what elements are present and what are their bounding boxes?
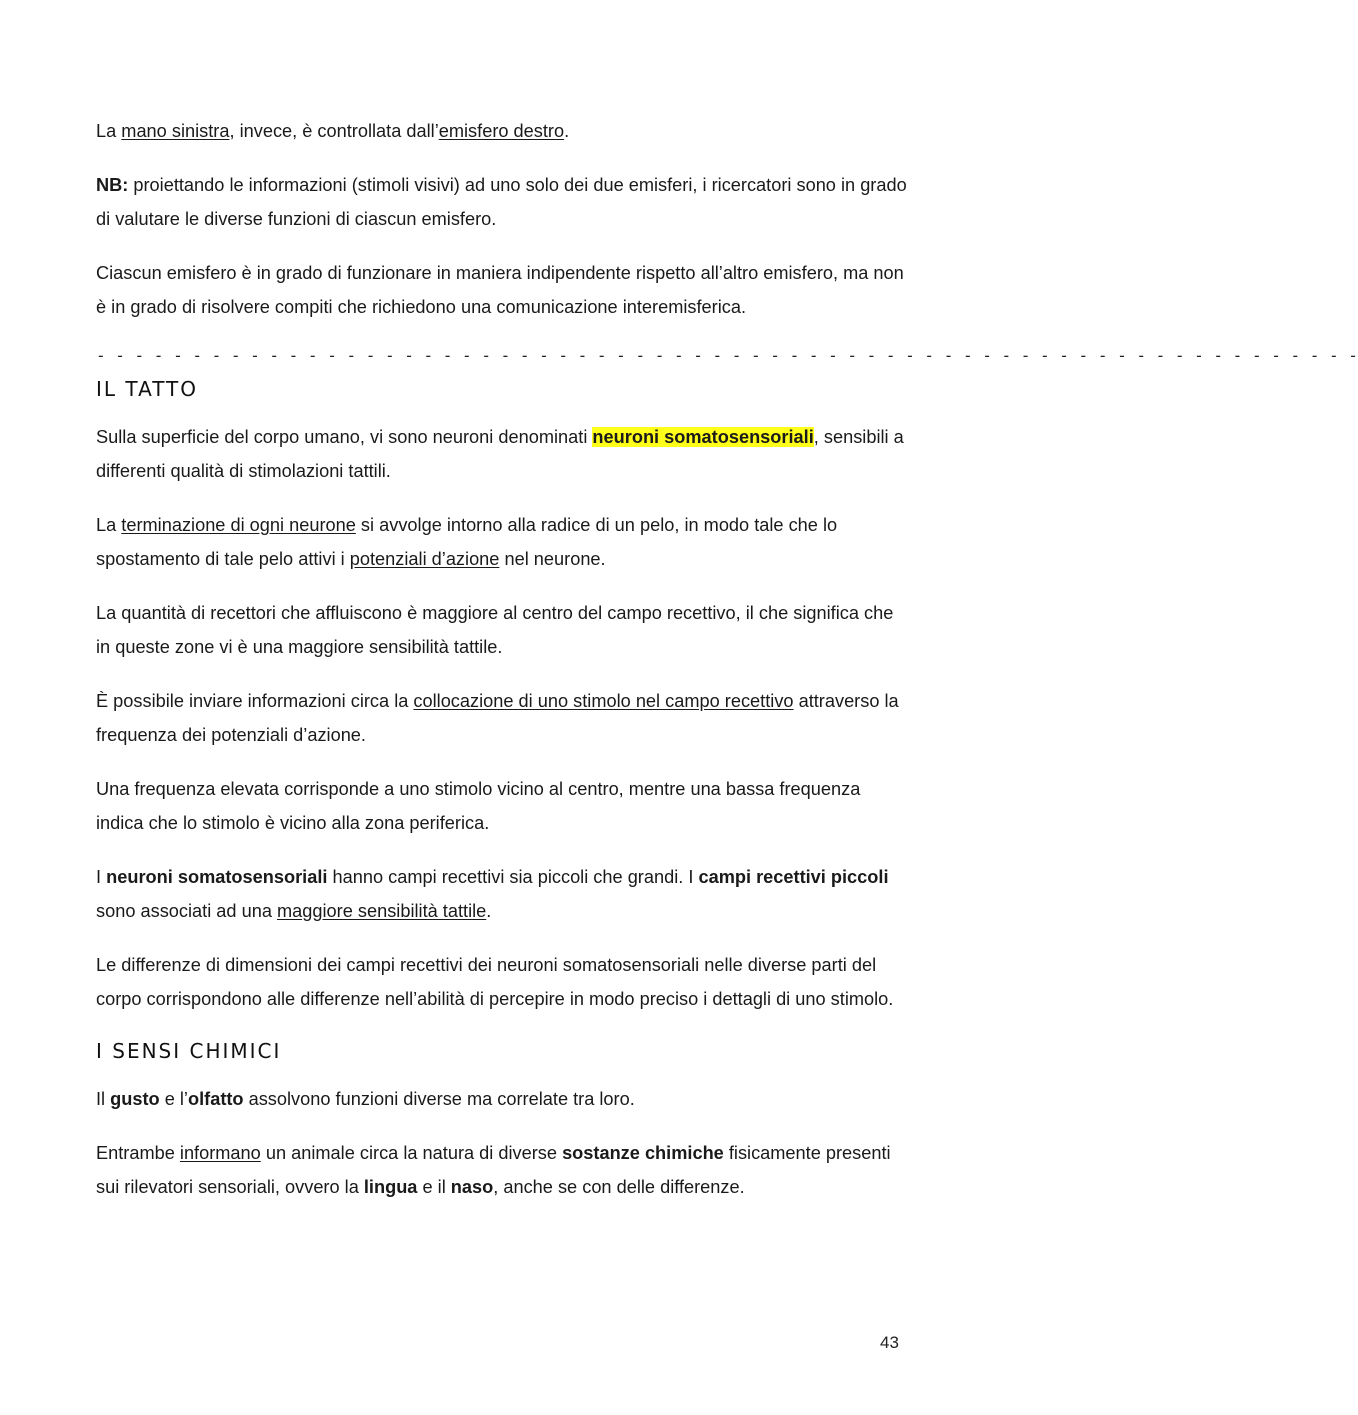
text: La: [96, 515, 122, 535]
text: e l’: [159, 1089, 188, 1109]
underlined-text: maggiore sensibilità tattile: [277, 901, 487, 921]
text: attraverso la frequenza dei potenziali d’azione.: [96, 691, 899, 745]
text: nel neurone.: [499, 549, 606, 569]
underlined-text: terminazione di ogni neurone: [121, 515, 356, 535]
bold-text: neuroni somatosensoriali: [106, 867, 328, 887]
page-number: 43: [880, 1333, 899, 1352]
text: assolvono funzioni diverse ma correlate tra loro.: [243, 1089, 635, 1109]
document-body: [96, 114, 1358, 1224]
paragraph-receptive-fields: [96, 860, 910, 928]
paragraph-chemical-substances: [96, 1136, 910, 1204]
bold-text: olfatto: [187, 1089, 244, 1109]
text: I: [96, 867, 107, 887]
underlined-text: potenziali d’azione: [349, 549, 500, 569]
bold-text: sostanze chimiche: [562, 1143, 724, 1163]
text: La: [96, 121, 122, 141]
paragraph-receptors: [96, 596, 910, 664]
text: È possibile inviare informazioni circa la: [96, 691, 414, 711]
paragraph-field-differences: [96, 948, 910, 1016]
text: Entrambe: [96, 1143, 180, 1163]
paragraph-frequency: [96, 772, 910, 840]
heading-sensi-chimici: I SENSI CHIMICI: [96, 1039, 282, 1063]
paragraph-somatosensory: [96, 420, 910, 488]
text: hanno campi recettivi sia piccoli che grandi. I: [327, 867, 699, 887]
text: Ciascun emisfero è in grado di funzionare in maniera indipendente rispetto all’altro emisfero, ma non è in grado di risolvere compiti che richiedono una comunicazione interemisferica.: [96, 263, 904, 317]
text: .: [486, 901, 492, 921]
bold-text: campi recettivi piccoli: [698, 867, 889, 887]
text: .: [564, 121, 570, 141]
paragraph-hemispheres: [96, 256, 910, 324]
text: , anche se con delle differenze.: [493, 1177, 745, 1197]
text: un animale circa la natura di diverse: [260, 1143, 563, 1163]
text: , invece, è controllata dall’: [229, 121, 439, 141]
underlined-text: collocazione di uno stimolo nel campo recettivo: [413, 691, 794, 711]
text: Sulla superficie del corpo umano, vi sono neuroni denominati: [96, 427, 593, 447]
paragraph-neuron-termination: [96, 508, 910, 576]
text: Le differenze di dimensioni dei campi recettivi dei neuroni somatosensoriali nelle diverse parti del corpo corrispondono alle differenze nell’abilità di percepire in modo preciso i dettagli di uno stimolo.: [96, 955, 894, 1009]
underlined-text: emisfero destro: [438, 121, 565, 141]
paragraph-nb: [96, 168, 910, 236]
text: La quantità di recettori che affluiscono è maggiore al centro del campo recettivo, il che significa che in queste zone vi è una maggiore sensibilità tattile.: [96, 603, 894, 657]
text: proiettando le informazioni (stimoli visivi) ad uno solo dei due emisferi, i ricercatori sono in grado di valutare le diverse funzioni di ciascun emisfero.: [96, 175, 907, 229]
heading-il-tatto: IL TATTO: [96, 377, 199, 401]
bold-text: gusto: [110, 1089, 160, 1109]
bold-text: NB:: [96, 175, 129, 195]
text: e il: [417, 1177, 451, 1197]
underlined-text: informano: [179, 1143, 261, 1163]
text: Il: [96, 1089, 111, 1109]
text: Una frequenza elevata corrisponde a uno stimolo vicino al centro, mentre una bassa frequenza indica che lo stimolo è vicino alla zona periferica.: [96, 779, 861, 833]
paragraph-left-hand: [96, 114, 910, 148]
paragraph-taste-smell: [96, 1082, 910, 1116]
paragraph-stimulus-location: [96, 684, 910, 752]
text: fisicamente presenti sui rilevatori sensoriali, ovvero la: [96, 1143, 891, 1197]
text: sono associati ad una: [96, 901, 277, 921]
underlined-text: mano sinistra: [121, 121, 230, 141]
section-divider: - - - - - - - - - - - - - - - - - - - - - - - - - - - - - - - - - - - - - - - - - - - - - - - - - - - - - - - - - - - - - - - - - -: [96, 346, 1358, 365]
text: si avvolge intorno alla radice di un pelo, in modo tale che lo spostamento di tale pelo attivi i: [96, 515, 838, 569]
text: , sensibili a differenti qualità di stimolazioni tattili.: [96, 427, 904, 481]
bold-text: lingua: [363, 1177, 418, 1197]
highlighted-text: neuroni somatosensoriali: [592, 427, 814, 447]
bold-text: naso: [450, 1177, 494, 1197]
